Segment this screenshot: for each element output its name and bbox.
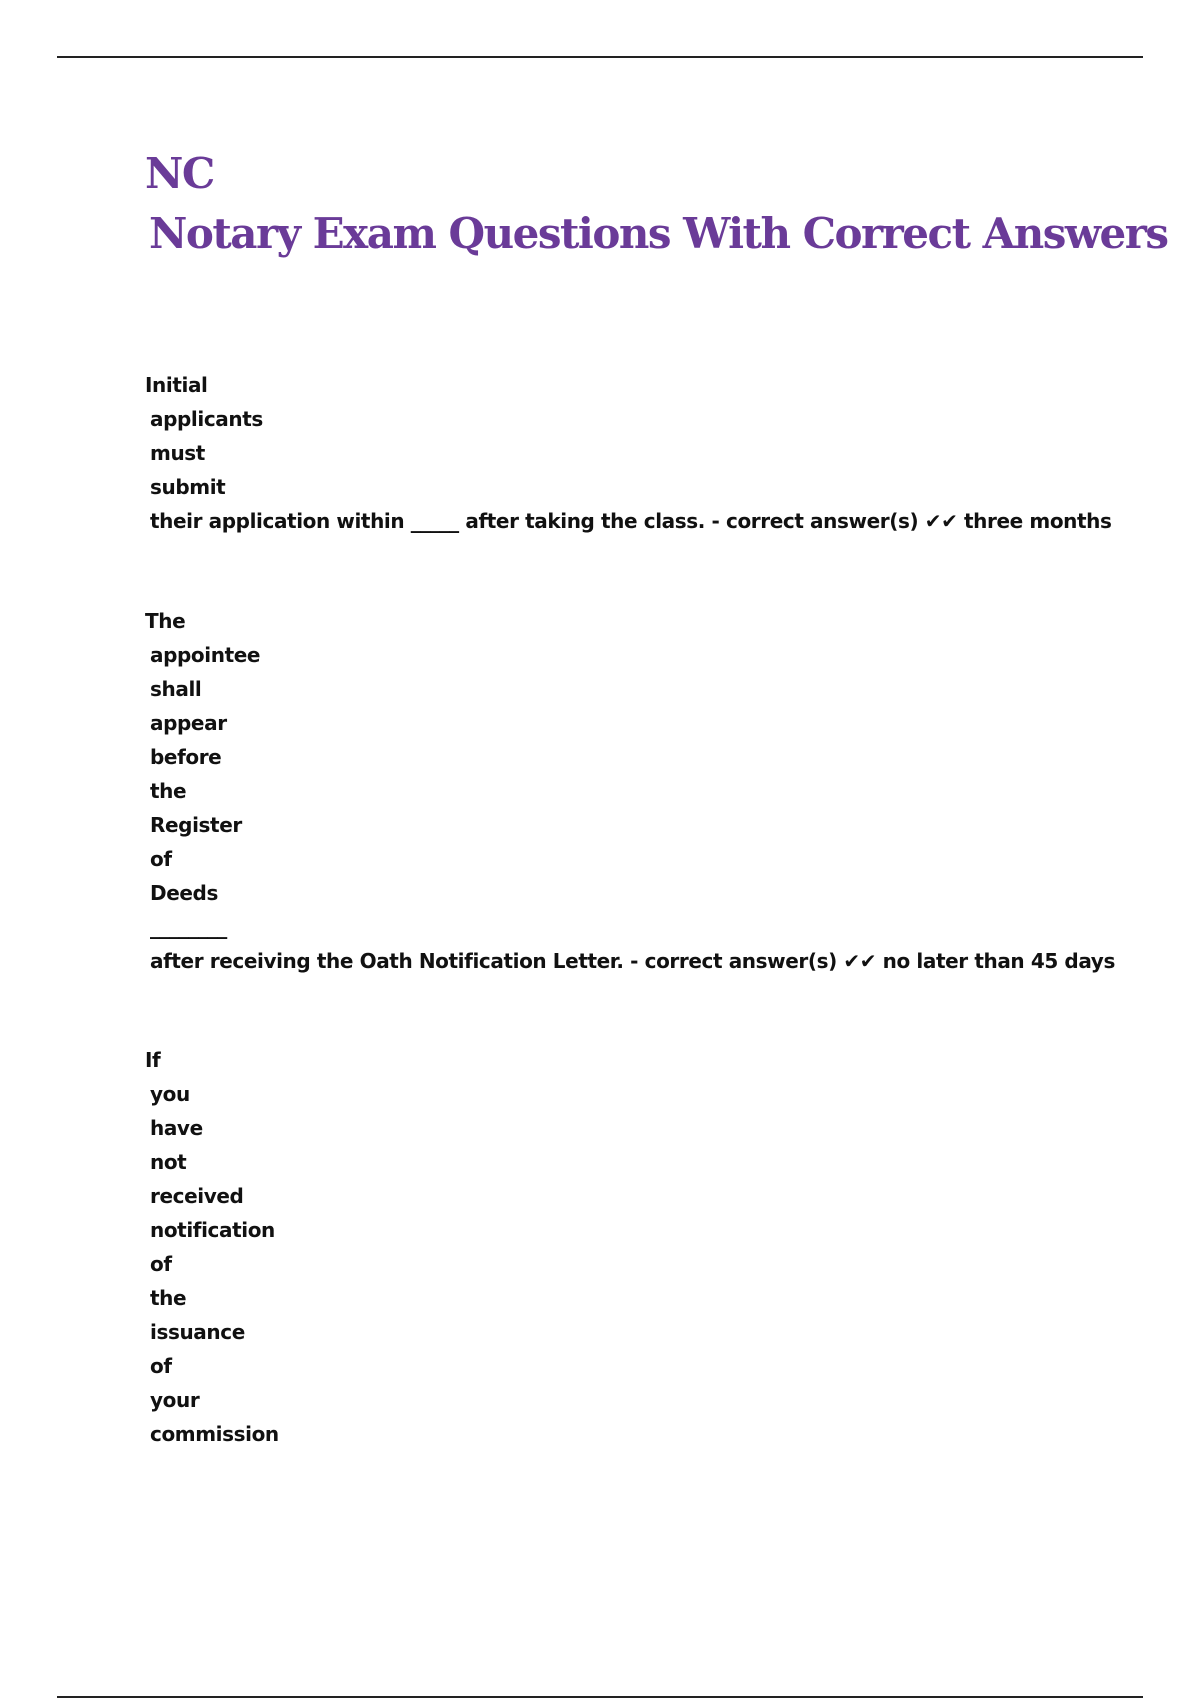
question-word: If bbox=[145, 1048, 161, 1072]
question-word: have bbox=[150, 1116, 203, 1140]
bottom-rule bbox=[57, 1696, 1143, 1698]
question-word: the bbox=[150, 1286, 187, 1310]
title-line-2: Notary Exam Questions With Correct Answers bbox=[149, 209, 1168, 258]
question-word: of bbox=[150, 1252, 172, 1276]
question-word: Deeds bbox=[150, 881, 218, 905]
question-word: before bbox=[150, 745, 222, 769]
question-2 bbox=[145, 604, 1115, 978]
question-word: appear bbox=[150, 711, 227, 735]
question-word: notification bbox=[150, 1218, 275, 1242]
question-word: received bbox=[150, 1184, 244, 1208]
document-title bbox=[145, 148, 1168, 260]
question-word: you bbox=[150, 1082, 190, 1106]
question-word: submit bbox=[150, 475, 226, 499]
question-word: issuance bbox=[150, 1320, 245, 1344]
question-word: Register bbox=[150, 813, 242, 837]
question-word: The bbox=[145, 609, 186, 633]
top-rule bbox=[57, 56, 1143, 58]
question-word: commission bbox=[150, 1422, 279, 1446]
title-line-1: NC bbox=[145, 149, 214, 198]
question-word: of bbox=[150, 1354, 172, 1378]
question-word: your bbox=[150, 1388, 200, 1412]
question-1 bbox=[145, 368, 1112, 538]
question-answer-line: their application within _____ after taking the class. - correct answer(s) ✔✔ three months bbox=[150, 509, 1112, 533]
question-word: must bbox=[150, 441, 205, 465]
question-word: not bbox=[150, 1150, 187, 1174]
question-3 bbox=[145, 1043, 279, 1451]
question-word: applicants bbox=[150, 407, 263, 431]
question-word: appointee bbox=[150, 643, 261, 667]
question-word: shall bbox=[150, 677, 202, 701]
question-blank: ________ bbox=[150, 915, 227, 939]
question-answer-line: after receiving the Oath Notification Letter. - correct answer(s) ✔✔ no later than 45 days bbox=[150, 949, 1115, 973]
question-word: the bbox=[150, 779, 187, 803]
question-word: of bbox=[150, 847, 172, 871]
question-word: Initial bbox=[145, 373, 208, 397]
